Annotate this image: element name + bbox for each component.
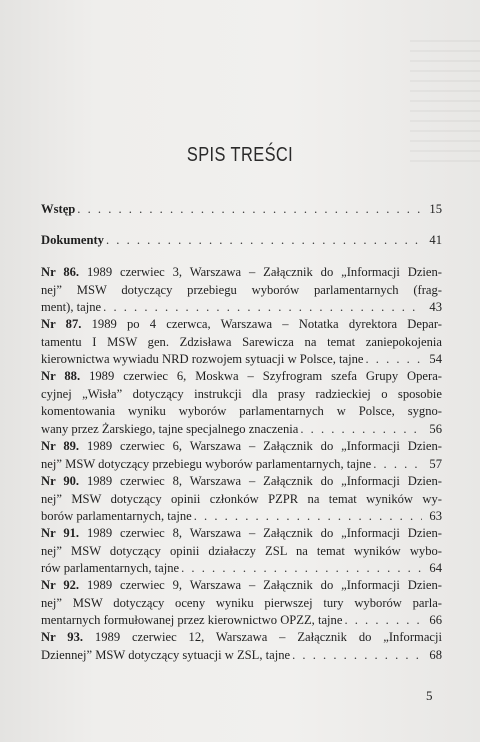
- toc-entry-text: 1989 czerwiec 6, Warszawa – Załącznik do „Informacji Dzien-: [86, 439, 442, 453]
- toc-entry-wstep[interactable]: [41, 201, 442, 219]
- toc-entry-number: Nr 89.: [41, 439, 80, 453]
- leader-dots: [300, 421, 422, 439]
- leader-dots: [292, 647, 422, 665]
- page-title: SPIS TREŚCI: [186, 144, 294, 166]
- toc-entry-text: ment), tajne: [41, 300, 102, 314]
- toc-entry-number: Nr 90.: [41, 474, 80, 488]
- toc-entry-text: nej” MSW dotyczący opinii członków PZPR na temat wyników wy-: [41, 491, 442, 506]
- toc-entry-text: 1989 czerwiec 8, Warszawa – Załącznik do „Informacji Dzien-: [86, 526, 442, 540]
- toc-entry-nr87[interactable]: [41, 316, 442, 369]
- toc-entry-number: Nr 86.: [41, 265, 80, 279]
- toc-page-number: 43: [429, 300, 442, 314]
- toc-entry-number: Nr 93.: [41, 630, 84, 644]
- toc-entry-label: Dokumenty: [41, 233, 104, 247]
- toc-entry-text: 1989 po 4 czerwca, Warszawa – Notatka dyrektora Depar-: [91, 317, 442, 331]
- toc-page-number: 68: [429, 647, 442, 662]
- toc-entry-text: nej” MSW dotyczący oceny wyniku pierwszej tury wyborów parla-: [41, 595, 442, 610]
- toc-page-number: 64: [429, 561, 442, 575]
- toc-entry-text: nej” MSW dotyczący przebiegu wyborów parlamentarnych (frag-: [41, 282, 442, 297]
- toc-entry-text: mentarnych formułowanej przez kierownictwo OPZZ, tajne: [41, 613, 343, 627]
- toc-entry-text: 1989 czerwiec 3, Warszawa – Załącznik do „Informacji Dzien-: [86, 265, 442, 279]
- leader-dots: [181, 560, 422, 578]
- toc-page-number: 41: [429, 233, 442, 247]
- toc-entry-text: 1989 czerwiec 8, Warszawa – Załącznik do „Informacji Dzien-: [86, 474, 442, 488]
- toc-entry-text: komentowania wyniku wyborów parlamentarnych w Polsce, sygno-: [41, 404, 442, 418]
- toc-page-number: 63: [429, 509, 442, 523]
- leader-dots: [344, 612, 422, 630]
- toc-entry-text: tamentu I MSW gen. Zdzisława Sarewicza na temat zaniepokojenia: [41, 334, 442, 349]
- toc-entry-nr91[interactable]: [41, 525, 442, 578]
- toc-page-number: 54: [429, 352, 442, 366]
- toc-entry-text: rów parlamentarnych, tajne: [41, 561, 180, 575]
- toc-entry-text: 1989 czerwiec 9, Warszawa – Załącznik do „Informacji Dzien-: [86, 578, 442, 592]
- toc-entry-nr88[interactable]: [41, 368, 442, 438]
- toc-entry-nr93[interactable]: [41, 629, 442, 664]
- toc-entry-text: Dziennej” MSW dotyczący sytuacji w ZSL, tajne: [41, 647, 291, 662]
- leader-dots: [103, 299, 422, 317]
- toc-page-number: 66: [429, 613, 442, 627]
- toc-entry-number: Nr 92.: [41, 578, 80, 592]
- toc-entry-nr89[interactable]: [41, 438, 442, 473]
- toc-entry-text: 1989 czerwiec 6, Moskwa – Szyfrogram szefa Grupy Opera-: [89, 369, 442, 383]
- page-number: 5: [426, 688, 433, 703]
- toc-entry-text: nej” MSW dotyczący opinii działaczy ZSL na temat wyników wybo-: [41, 543, 442, 558]
- toc-entry-number: Nr 88.: [41, 369, 81, 383]
- toc-entry-dokumenty[interactable]: [41, 232, 442, 250]
- toc-page-number: 56: [429, 421, 442, 436]
- toc-entry-nr90[interactable]: [41, 473, 442, 526]
- leader-dots: [365, 351, 422, 369]
- toc-entry-nr86[interactable]: [41, 264, 442, 317]
- leader-dots: [106, 232, 422, 250]
- toc-page-number: 15: [429, 202, 442, 216]
- leader-dots: [373, 456, 422, 474]
- toc-entry-text: borów parlamentarnych, tajne: [41, 509, 192, 523]
- toc-entry-nr92[interactable]: [41, 577, 442, 630]
- toc-entry-number: Nr 87.: [41, 317, 82, 331]
- toc-entry-text: nej” MSW dotyczący przebiegu wyborów parlamentarnych, tajne: [41, 456, 372, 471]
- toc-entry-text: kierownictwa wywiadu NRD rozwojem sytuacji w Polsce, tajne: [41, 352, 364, 366]
- leader-dots: [77, 201, 422, 219]
- leader-dots: [194, 508, 422, 526]
- toc-page-number: 57: [429, 456, 442, 471]
- toc-entry-label: Wstęp: [41, 202, 76, 216]
- toc-entry-text: 1989 czerwiec 12, Warszawa – Załącznik do „Informacji: [94, 630, 442, 644]
- toc-entry-number: Nr 91.: [41, 526, 80, 540]
- toc-entry-text: wany przez Żarskiego, tajne specjalnego znaczenia: [41, 421, 299, 436]
- toc-entry-text: cyjnej „Wisła” dotyczący instrukcji dla prasy radzieckiej o sposobie: [41, 386, 442, 401]
